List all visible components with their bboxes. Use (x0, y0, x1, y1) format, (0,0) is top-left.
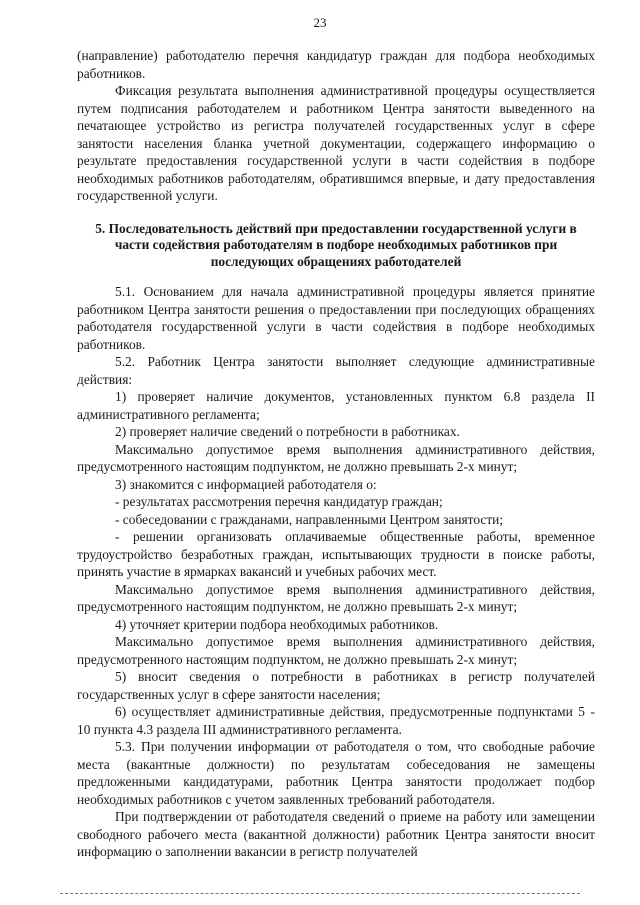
paragraph: При подтверждении от работодателя сведений о приеме на работу или замещении свободного рабочего места (вакантной должности) работник Центра занятости вносит информацию о заполнении вакансии в регистр получателей (77, 809, 595, 859)
list-item: 1) проверяет наличие документов, установленных пунктом 6.8 раздела II административного регламента; (77, 389, 595, 422)
document-body (77, 47, 595, 861)
list-item: 2) проверяет наличие сведений о потребности в работниках. (115, 424, 460, 439)
paragraph: Максимально допустимое время выполнения административного действия, предусмотренного настоящим подпунктом, не должно превышать 2-х минут; (77, 581, 595, 614)
paragraph: 5.1. Основанием для начала административной процедуры является принятие работником Центра занятости решения о предоставлении при последующих обращениях работодателя государственной услуги в части содействия в подборе необходимых работников. (77, 284, 595, 352)
paragraph: Максимально допустимое время выполнения административного действия, предусмотренного настоящим подпунктом, не должно превышать 2-х минут; (77, 441, 595, 474)
list-item: 5) вносит сведения о потребности в работниках в регистр получателей государственных услуг в сфере занятости населения; (77, 669, 595, 702)
paragraph: 5.2. Работник Центра занятости выполняет следующие административные действия: (77, 354, 595, 387)
list-item: - решении организовать оплачиваемые общественные работы, временное трудоустройство безработных граждан, испытывающих трудности в поиске работы, принять участие в ярмарках вакансий и учебных рабочих мест. (77, 529, 595, 579)
page-number: 23 (313, 15, 327, 30)
list-item: - собеседовании с гражданами, направленными Центром занятости; (115, 511, 504, 527)
list-item: 4) уточняет критерии подбора необходимых работников. (115, 616, 439, 632)
paragraph: 5.3. При получении информации от работодателя о том, что свободные рабочие места (вакантные должности) по результатам собеседования не замещены предложенными кандидатурами, работник Центра занятости продолжает подбор необходимых работников с учетом заявленных требований работодателя. (77, 739, 595, 807)
section-heading: 5. Последовательность действий при предоставлении государственной услуги в части содействия работодателям в подборе необходимых работников при последующих обращениях работодателей (95, 220, 577, 269)
paragraph: (направление) работодателю перечня кандидатур граждан для подбора необходимых работников. (77, 48, 595, 81)
list-item: 6) осуществляет административные действия, предусмотренные подпунктами 5 - 10 пункта 4.3 раздела III административного регламента. (77, 704, 595, 737)
paragraph: Максимально допустимое время выполнения административного действия, предусмотренного настоящим подпунктом, не должно превышать 2-х минут; (77, 634, 595, 667)
page-bottom-edge (60, 893, 580, 894)
list-item: 3) знакомится с информацией работодателя о: (115, 476, 377, 492)
list-item: - результатах рассмотрения перечня кандидатур граждан; (115, 494, 443, 509)
paragraph: Фиксация результата выполнения административной процедуры осуществляется путем подписания работодателем и работником Центра занятости выведенного на печатающее устройство из регистра получателей государственных услуг в сфере занятости населения бланка учетной документации, содержащего информацию о результате предоставления государственной услуги в части содействия в подборе необходимых работников работодателям, обратившимся впервые, и дату предоставления государственной услуги. (77, 83, 595, 203)
